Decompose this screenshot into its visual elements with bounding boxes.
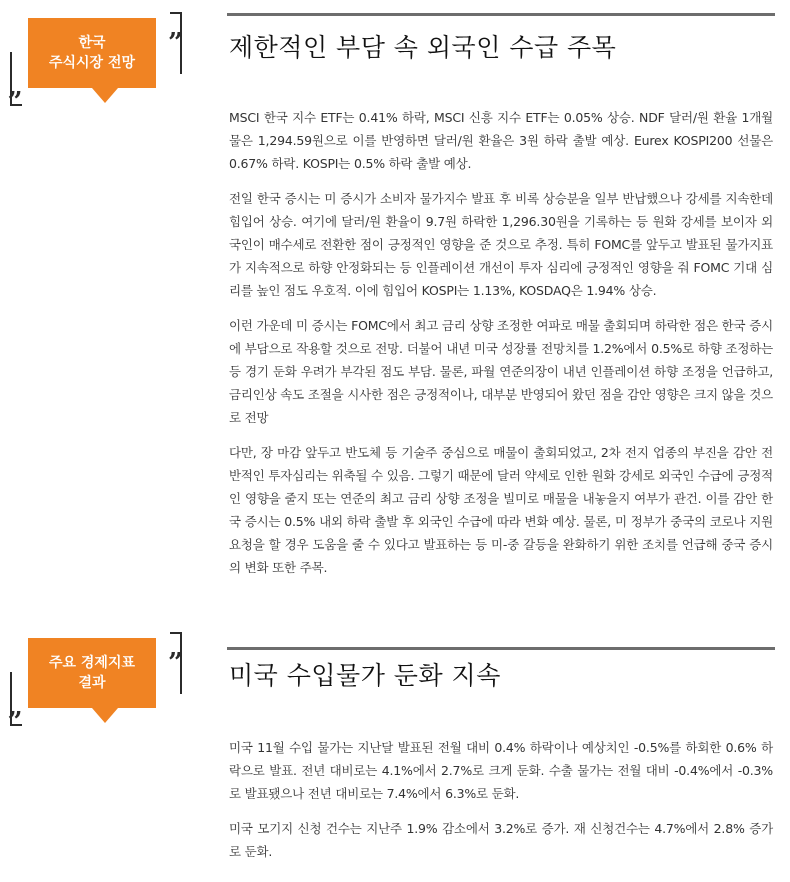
paragraph: 미국 11월 수입 물가는 지난달 발표된 전월 대비 0.4% 하락이나 예상치인 -0.5%를 하회한 0.6% 하락으로 발표. 전년 대비로는 4.1%에서 2.7%로 크게 둔화. 수출 물가는 전월 대비 -0.4%에서 -0.3%로 발표됐으나 전년 대비로는 7.4%에서 6.3%로 둔화. [229, 740, 773, 801]
close-quote-icon: ” [168, 648, 183, 678]
badge-label-line2: 결과 [78, 675, 106, 691]
paragraph: 이런 가운데 미 증시는 FOMC에서 최고 금리 상향 조정한 여파로 매물 출회되며 하락한 점은 한국 증시에 부담으로 작용할 것으로 전망. 더불어 내년 미국 성장률 전망치를 1.2%에서 0.5%로 하향 조정하는 등 경기 둔화 우려가 부각된 점도 부담. 물론, 파월 연준의장이 내년 인플레이션 하향 조정을 언급하고, 금리인상 속도 조절을 시사한 점은 긍정적이나, 대부분 반영되어 왔던 점을 감안 영향은 크지 않을 것으로 전망 [229, 318, 773, 425]
badge-label-line2: 주식시장 전망 [48, 55, 136, 71]
open-quote-icon: „ [8, 72, 23, 102]
paragraph: 전일 한국 증시는 미 증시가 소비자 물가지수 발표 후 비록 상승분을 일부 반납했으나 강세를 지속한데 힘입어 상승. 여기에 달러/원 환율이 9.7원 하락한 1,296.30원을 기록하는 등 원화 강세를 보이자 외국인이 매수세로 전환한 점이 긍정적인 영향을 준 것으로 추정. 특히 FOMC를 앞두고 발표된 물가지표가 지속적으로 하향 안정화되는 등 인플레이션 개선이 투자 심리에 긍정적인 영향을 줘 FOMC 기대 심리를 높인 점도 우호적. 이에 힘입어 KOSPI는 1.13%, KOSDAQ은 1.94% 상승. [229, 191, 773, 298]
section-badge [8, 632, 183, 732]
section-body [229, 736, 773, 875]
paragraph: 미국 모기지 신청 건수는 지난주 1.9% 감소에서 3.2%로 증가. 재 신청건수는 4.7%에서 2.8% 증가로 둔화. [229, 821, 773, 859]
section-body [229, 106, 773, 591]
paragraph: 다만, 장 마감 앞두고 반도체 등 기술주 중심으로 매물이 출회되었고, 2차 전지 업종의 부진을 감안 전반적인 투자심리는 위축될 수 있음. 그렇기 때문에 달러 약세로 인한 원화 강세로 외국인 수급에 긍정적인 영향을 줄지 또는 연준의 최고 금리 상향 조정을 빌미로 매물을 내놓을지 여부가 관건. 이를 감안 한국 증시는 0.5% 내외 하락 출발 후 외국인 수급에 따라 변화 예상. 물론, 미 정부가 중국의 코로나 지원 요청을 할 경우 도움을 줄 수 있다고 발표하는 등 미-중 갈등을 완화하기 위한 조치를 언급해 중국 증시의 변화 또한 주목. [229, 445, 773, 575]
close-quote-icon: ” [168, 28, 183, 58]
badge-pointer [92, 708, 118, 723]
title-rule [227, 13, 775, 16]
badge-label-line1: 한국 [78, 35, 106, 51]
section-title: 미국 수입물가 둔화 지속 [229, 661, 501, 690]
badge-pointer [92, 88, 118, 103]
section-badge [8, 12, 183, 112]
badge-label-line1: 주요 경제지표 [48, 655, 136, 671]
badge-box [28, 18, 156, 88]
title-rule [227, 647, 775, 650]
section-title: 제한적인 부담 속 외국인 수급 주목 [229, 33, 617, 62]
open-quote-icon: „ [8, 692, 23, 722]
badge-box [28, 638, 156, 708]
paragraph: MSCI 한국 지수 ETF는 0.41% 하락, MSCI 신흥 지수 ETF는 0.05% 상승. NDF 달러/원 환율 1개월물은 1,294.59원으로 이를 반영하면 달러/원 환율은 3원 하락 출발 예상. Eurex KOSPI200 선물은 0.67% 하락. KOSPI는 0.5% 하락 출발 예상. [229, 110, 773, 171]
